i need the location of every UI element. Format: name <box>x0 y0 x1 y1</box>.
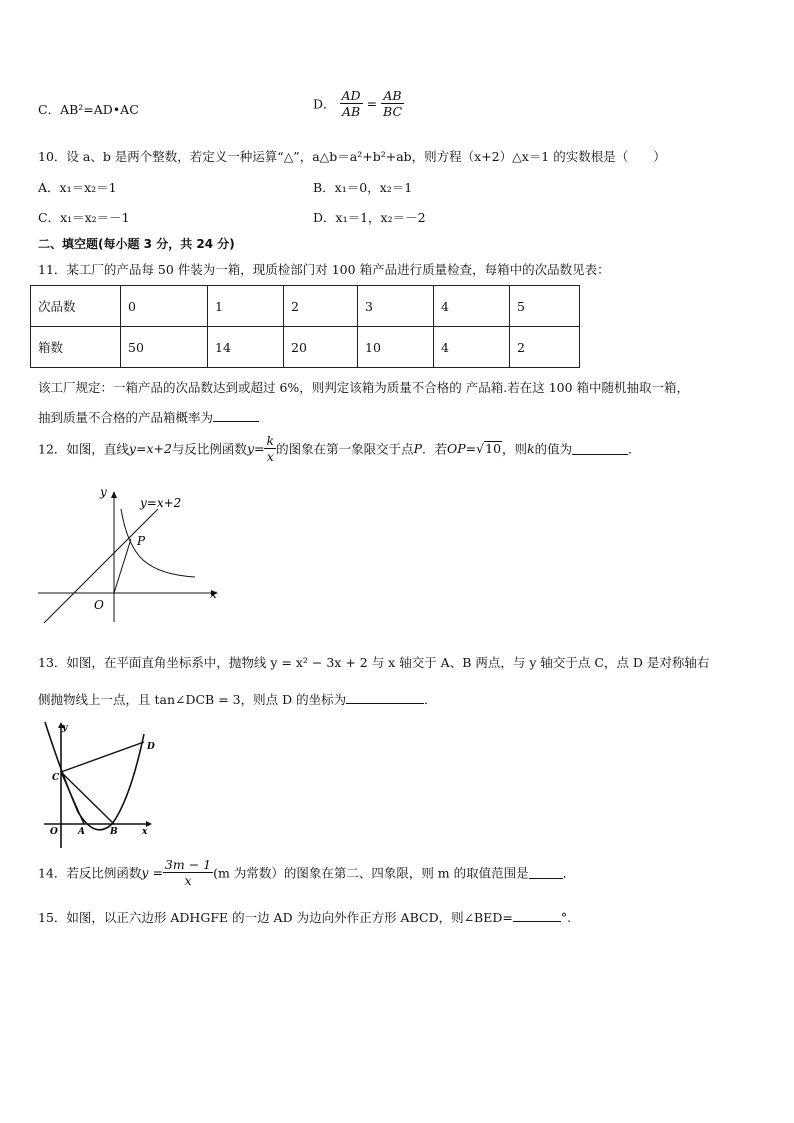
table-cell: 4 <box>434 327 510 368</box>
table-cell: 0 <box>121 286 208 327</box>
graph-b-label: B <box>110 827 118 837</box>
q12-sqrt: √10 <box>476 441 502 456</box>
q9-frac1-num: AD <box>341 88 361 103</box>
q11-rule-line2-text: 抽到质量不合格的产品箱概率为 <box>38 410 214 425</box>
segment-cd <box>61 742 144 772</box>
q12-sqrt-value: 10 <box>485 441 502 456</box>
q12-stem <box>38 433 641 464</box>
q14-text: (m 为常数）的图象在第二、四象限，则 m 的取值范围是 <box>213 865 529 881</box>
graph-y-label: y <box>62 723 68 733</box>
graph-origin-label: O <box>50 827 58 837</box>
q9-frac2-den: BC <box>383 104 403 119</box>
q14-frac-num: 3m − 1 <box>164 857 212 872</box>
graph-origin-label: O <box>94 598 104 612</box>
table-cell: 1 <box>208 286 284 327</box>
q14-fn-y: y = <box>141 865 163 880</box>
hyperbola-curve <box>121 509 195 577</box>
graph-c-label: C <box>52 773 60 783</box>
q10-stem: 10．设 a、b 是两个整数，若定义一种运算“△”，a△b＝a²+b²+ab，则方程（x+2）△x＝1 的实数根是（ ） <box>38 149 666 164</box>
table-cell: 3 <box>358 286 434 327</box>
table-cell: 2 <box>284 286 358 327</box>
q12-text: 的值为 <box>534 441 573 457</box>
q14-stem <box>38 857 575 888</box>
q9-option-d-label: D． <box>313 96 336 112</box>
q10-option-d: D．x₁＝1，x₂＝－2 <box>313 210 426 225</box>
segment-ca <box>61 772 84 824</box>
table-cell: 5 <box>510 286 580 327</box>
q12-end: ． <box>628 441 641 457</box>
q12-fn-y: y= <box>246 441 265 456</box>
answer-blank[interactable] <box>213 409 259 422</box>
answer-blank[interactable] <box>346 691 424 704</box>
graph-y-label: y <box>100 485 107 499</box>
y-axis-arrow <box>111 491 117 498</box>
q9-option-c: C．AB²=AD•AC <box>38 102 139 117</box>
q9-fraction-2 <box>381 88 404 119</box>
q10-option-c: C．x₁＝x₂＝－1 <box>38 210 130 225</box>
q9-equals: = <box>366 96 378 111</box>
q12-text: 12．如图，直线 <box>38 441 129 457</box>
q10-option-b: B．x₁＝0，x₂＝1 <box>313 180 413 195</box>
q11-rule-line1: 该工厂规定：一箱产品的次品数达到或超过 6%，则判定该箱为质量不合格的 产品箱.若在这 100 箱中随机抽取一箱， <box>38 380 690 395</box>
q9-frac1-den: AB <box>341 104 361 119</box>
table-cell: 50 <box>121 327 208 368</box>
q15-stem <box>38 908 571 926</box>
q9-frac2-num: AB <box>381 88 404 104</box>
table-cell: 次品数 <box>31 286 121 327</box>
section-title: 二、填空题(每小题 3 分，共 24 分) <box>38 237 235 251</box>
graph-line-label: y=x+2 <box>140 496 182 510</box>
answer-blank[interactable] <box>529 866 563 879</box>
q12-frac-num: k <box>266 433 275 448</box>
q11-stem: 11．某工厂的产品每 50 件装为一箱，现质检部门对 100 箱产品进行质量检查，每箱中的次品数见表： <box>38 262 610 277</box>
q14-text: 14．若反比例函数 <box>38 865 142 881</box>
segment-cb <box>61 772 114 824</box>
table-cell: 箱数 <box>31 327 121 368</box>
q12-text: ．若 <box>422 441 448 457</box>
q12-k: k <box>527 441 535 456</box>
q11-rule-line2 <box>38 408 259 426</box>
q13-line2-end: ． <box>424 692 437 707</box>
q9-option-d <box>313 88 404 119</box>
q13-graph <box>30 720 160 850</box>
table-cell: 2 <box>510 327 580 368</box>
q9-fraction-1 <box>340 88 363 119</box>
q13-line2-text: 侧抛物线上一点，且 tan∠DCB = 3，则点 D 的坐标为 <box>38 692 347 707</box>
q14-fraction <box>163 857 213 888</box>
answer-blank[interactable] <box>513 909 561 922</box>
q14-end: ． <box>562 865 576 881</box>
graph-a-label: A <box>78 827 85 837</box>
table-cell: 4 <box>434 286 510 327</box>
q12-graph <box>30 485 230 625</box>
q12-fraction <box>264 433 276 464</box>
q15-text: 15．如图，以正六边形 ADHGFE 的一边 AD 为边向外作正方形 ABCD，则∠BED= <box>38 910 513 925</box>
q12-text: 与反比例函数 <box>171 441 247 457</box>
q13-line1: 13．如图，在平面直角坐标系中，抛物线 y = x² − 3x + 2 与 x 轴交于 A、B 两点，与 y 轴交于点 C，点 D 是对称轴右 <box>38 655 710 670</box>
segment-op <box>114 539 131 593</box>
q12-frac-den: x <box>266 449 274 464</box>
q15-end: °. <box>560 910 572 925</box>
answer-blank[interactable] <box>572 442 628 455</box>
q10-option-a: A．x₁＝x₂＝1 <box>38 180 117 195</box>
q12-line-eq: y=x+2 <box>128 441 172 456</box>
q12-text: ，则 <box>502 441 528 457</box>
table-cell: 20 <box>284 327 358 368</box>
q12-point: P <box>413 441 422 456</box>
graph-x-label: x <box>142 827 148 837</box>
graph-point-p-label: P <box>137 534 146 548</box>
parabola-curve <box>45 722 144 830</box>
q13-line2 <box>38 690 437 708</box>
table-row <box>31 327 580 368</box>
table-row <box>31 286 580 327</box>
q12-text: 的图象在第一象限交于点 <box>276 441 414 457</box>
table-cell: 10 <box>358 327 434 368</box>
q14-frac-den: x <box>184 873 192 888</box>
graph-x-label: x <box>210 587 217 601</box>
graph-d-label: D <box>147 742 155 752</box>
q12-op: OP= <box>447 441 477 456</box>
q11-table <box>30 285 580 368</box>
table-cell: 14 <box>208 327 284 368</box>
